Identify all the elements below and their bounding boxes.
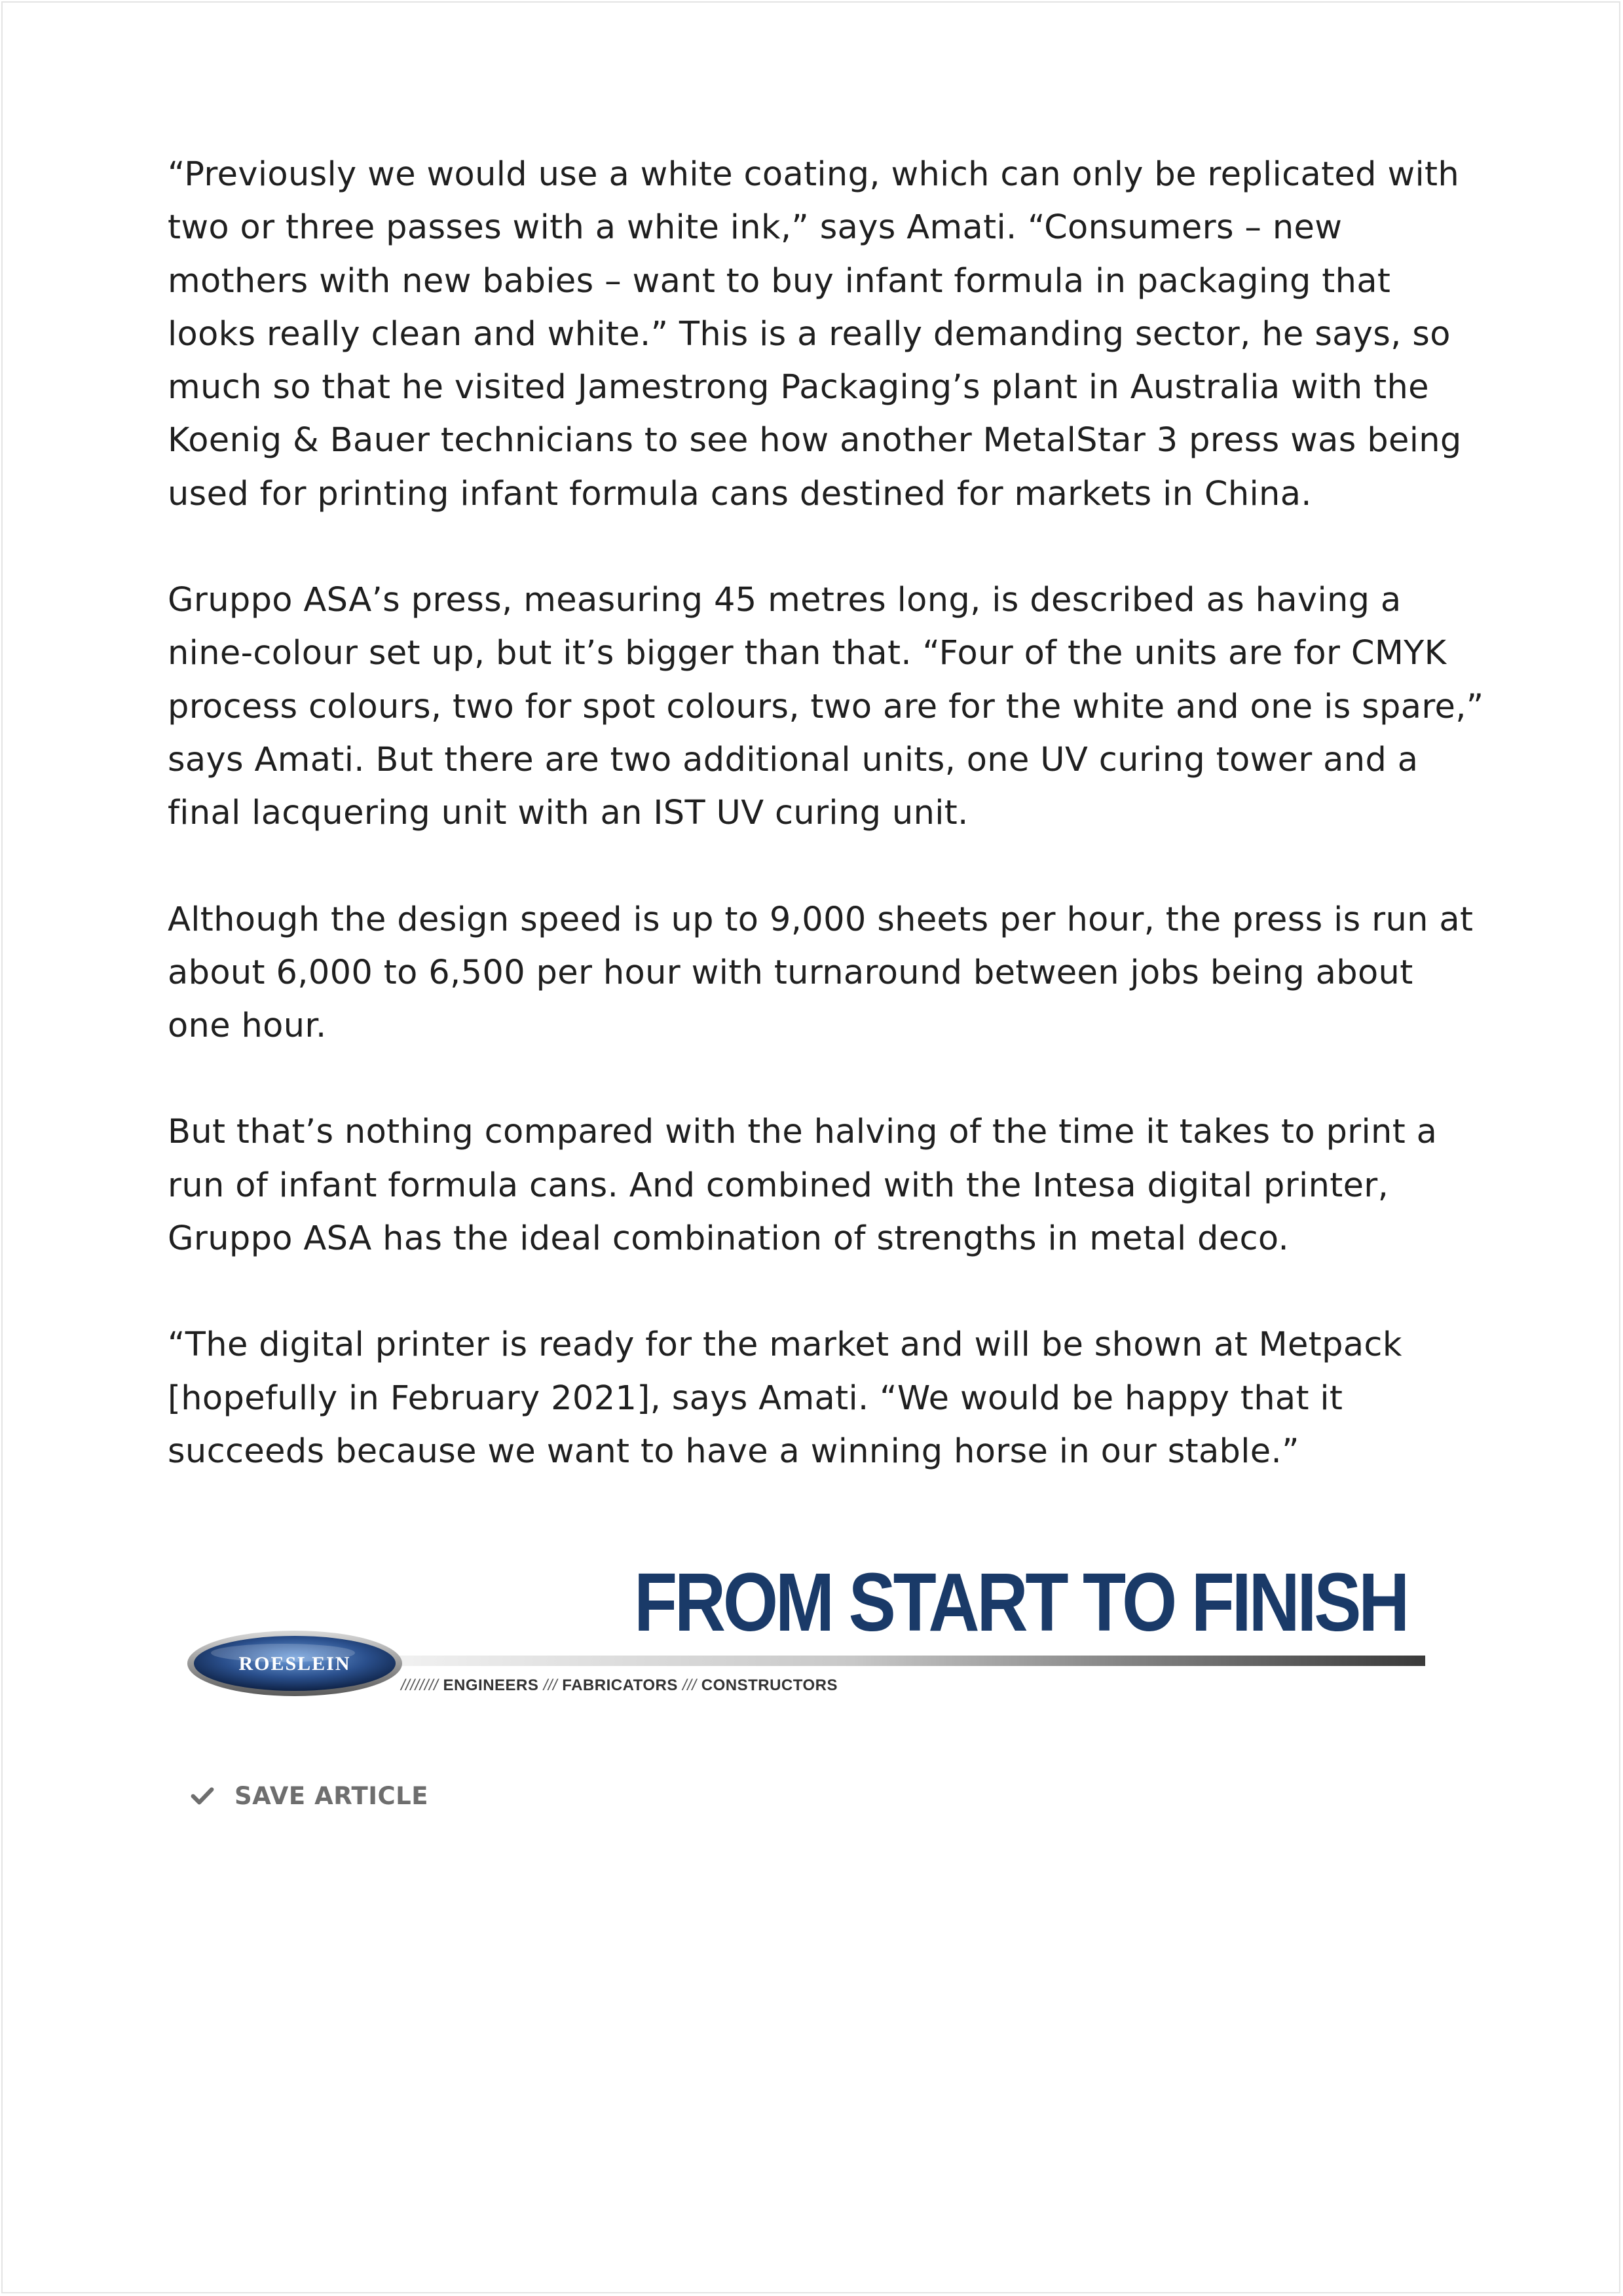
banner-headline: FROM START TO FINISH	[634, 1556, 1408, 1648]
paragraph-1	[168, 148, 1484, 521]
text-line: says Amati. But there are two additional units, one UV curing tower and a	[168, 740, 1419, 779]
text-line: But that’s nothing compared with the halving of the time it takes to print a	[168, 1113, 1438, 1152]
paragraph-2	[168, 574, 1484, 840]
roeslein-ad-banner[interactable]	[168, 1552, 1484, 1709]
text-line: run of infant formula cans. And combined with the Intesa digital printer,	[168, 1166, 1389, 1205]
text-line: about 6,000 to 6,500 per hour with turnaround between jobs being about	[168, 953, 1413, 992]
paragraph-4	[168, 1105, 1484, 1265]
text-line: nine-colour set up, but it’s bigger than that. “Four of the units are for CMYK	[168, 634, 1447, 673]
text-line: Koenig & Bauer technicians to see how another MetalStar 3 press was being	[168, 421, 1462, 460]
text-line: “The digital printer is ready for the market and will be shown at Metpack	[168, 1325, 1402, 1365]
text-line: Although the design speed is up to 9,000 sheets per hour, the press is run at	[168, 900, 1474, 939]
text-line: [hopefully in February 2021], says Amati. “We would be happy that it	[168, 1379, 1343, 1418]
logo-text: ROESLEIN	[238, 1653, 351, 1675]
text-line: two or three passes with a white ink,” says Amati. “Consumers – new	[168, 208, 1343, 248]
text-line: much so that he visited Jamestrong Packaging’s plant in Australia with the	[168, 368, 1429, 407]
text-line: used for printing infant formula cans destined for markets in China.	[168, 474, 1312, 513]
banner-tagline: //////// ENGINEERS /// FABRICATORS /// CONSTRUCTORS	[401, 1676, 838, 1694]
text-line: looks really clean and white.” This is a really demanding sector, he says, so	[168, 314, 1451, 354]
text-line: one hour.	[168, 1007, 327, 1046]
roeslein-logo	[185, 1627, 407, 1700]
text-line: succeeds because we want to have a winning horse in our stable.”	[168, 1432, 1299, 1471]
text-line: “Previously we would use a white coating, which can only be replicated with	[168, 155, 1460, 194]
text-line: Gruppo ASA’s press, measuring 45 metres long, is described as having a	[168, 581, 1402, 620]
check-icon	[190, 1783, 215, 1808]
banner-gradient-bar	[384, 1656, 1425, 1666]
text-line: final lacquering unit with an IST UV curing unit.	[168, 794, 969, 833]
text-line: mothers with new babies – want to buy infant formula in packaging that	[168, 261, 1391, 301]
text-line: process colours, two for spot colours, two are for the white and one is spare,”	[168, 687, 1484, 726]
save-article-label: SAVE ARTICLE	[234, 1781, 429, 1810]
paragraph-3	[168, 893, 1484, 1053]
paragraph-5	[168, 1318, 1484, 1478]
text-line: Gruppo ASA has the ideal combination of strengths in metal deco.	[168, 1219, 1290, 1259]
article-body	[168, 148, 1484, 1531]
save-article-button[interactable]	[190, 1776, 428, 1815]
